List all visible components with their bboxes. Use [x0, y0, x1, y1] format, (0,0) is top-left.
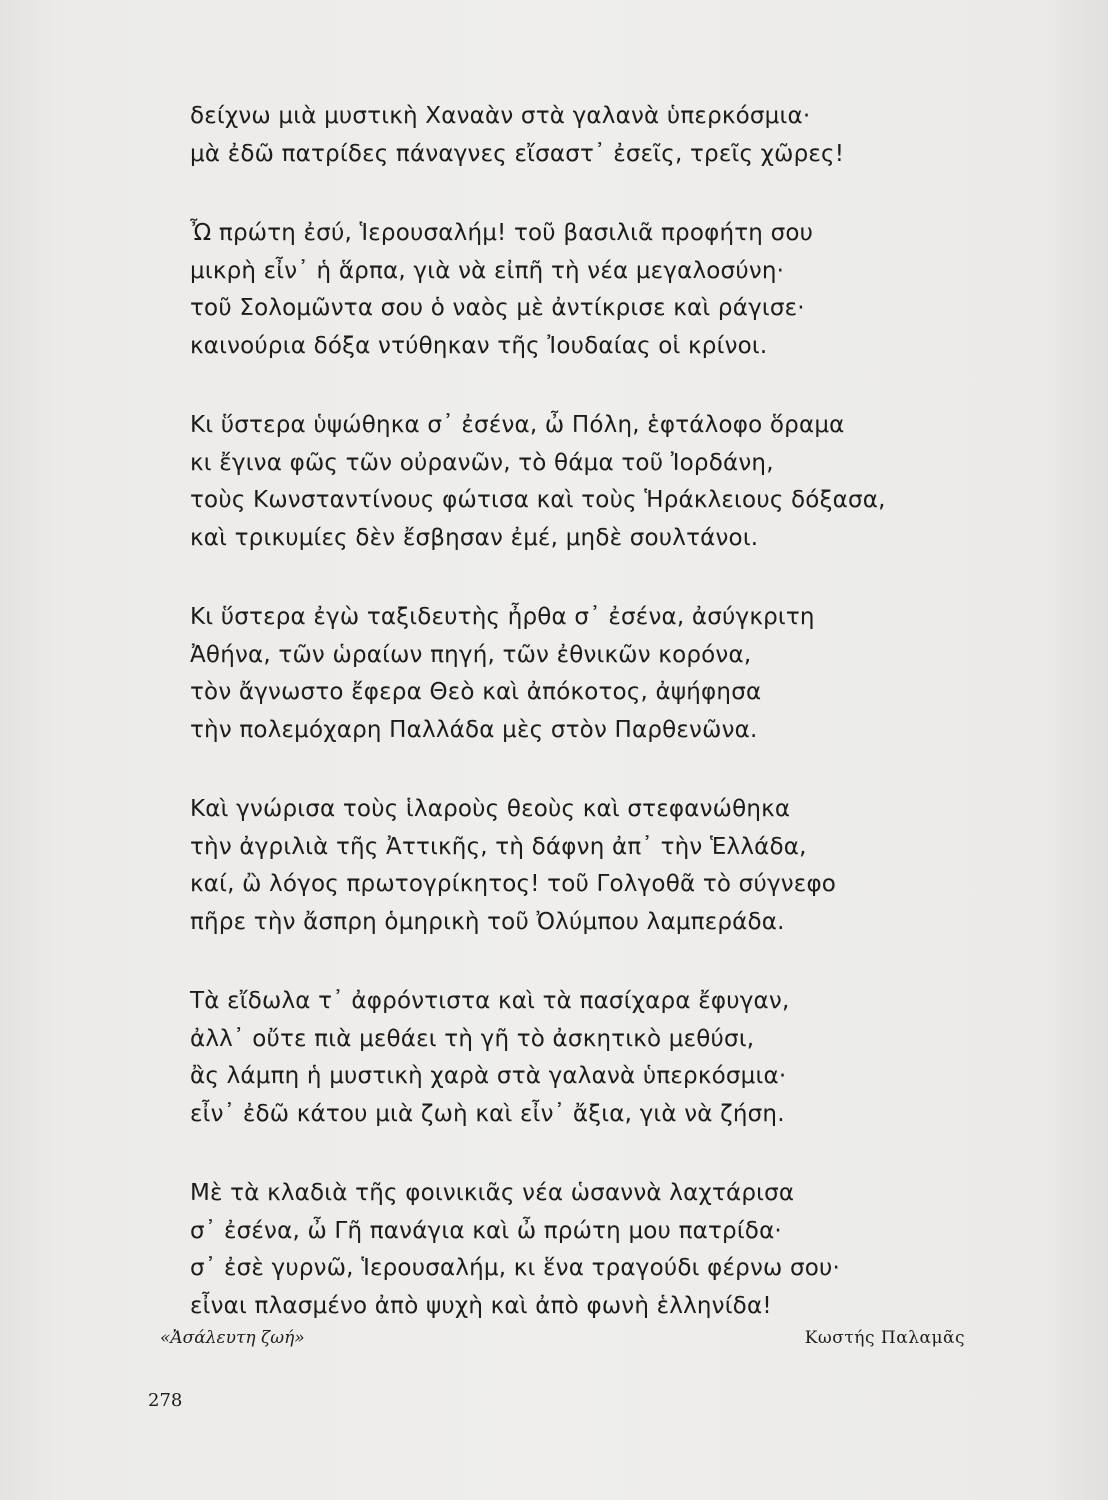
poem-line: τὸν ἄγνωστο ἔφερα Θεὸ καὶ ἀπόκοτος, ἀψήφησα: [190, 679, 762, 705]
poem-line: κι ἔγινα φῶς τῶν οὐρανῶν, τὸ θάμα τοῦ Ἰορδάνη,: [190, 449, 774, 476]
poem-line: σ᾿ ἐσὲ γυρνῶ, Ἱερουσαλήμ, κι ἕνα τραγούδι φέρνω σου·: [190, 1255, 841, 1281]
poem-author: Κωστής Παλαμᾶς: [804, 1328, 965, 1348]
poem-line: καὶ τρικυμίες δὲν ἔσβησαν ἐμέ, μηδὲ σουλτάνοι.: [190, 524, 759, 551]
poem-line: καί, ὢ λόγος πρωτογρίκητος! τοῦ Γολγοθᾶ τὸ σύγνεφο: [190, 871, 837, 897]
poem-line: δείχνω μιὰ μυστικὴ Χαναὰν στὰ γαλανὰ ὑπερκόσμια·: [190, 103, 811, 129]
page-number: 278: [148, 1390, 183, 1411]
poem-line: τὴν ἀγριλιὰ τῆς Ἀττικῆς, τὴ δάφνη ἀπ᾿ τὴν Ἑλλάδα,: [190, 833, 807, 860]
poem-line: τὴν πολεμόχαρη Παλλάδα μὲς στὸν Παρθενῶνα.: [190, 716, 758, 743]
poem-body: [190, 98, 970, 1367]
poem-line: μικρὴ εἶν᾿ ἡ ἅρπα, γιὰ νὰ εἰπῆ τὴ νέα μεγαλοσύνη·: [190, 257, 785, 284]
poem-line: Κι ὕστερα ὑψώθηκα σ᾿ ἐσένα, ὦ Πόλη, ἑφτάλοφο ὅραμα: [190, 412, 845, 438]
poem-line: τοὺς Κωνσταντίνους φώτισα καὶ τοὺς Ἡράκλειους δόξασα,: [190, 487, 886, 513]
poem-footer: [160, 1328, 965, 1368]
poem-line: εἶναι πλασμένο ἀπὸ ψυχὴ καὶ ἀπὸ φωνὴ ἑλληνίδα!: [190, 1292, 772, 1319]
poem-line: Μὲ τὰ κλαδιὰ τῆς φοινικιᾶς νέα ὡσαννὰ λαχτάρισα: [190, 1180, 795, 1206]
poem-source: «Ἀσάλευτη ζωή»: [160, 1328, 305, 1348]
stanza: [190, 983, 970, 1133]
poem-line: Καὶ γνώρισα τοὺς ἱλαροὺς θεοὺς καὶ στεφανώθηκα: [190, 796, 791, 822]
poem-line: καινούρια δόξα ντύθηκαν τῆς Ἰουδαίας οἱ κρίνοι.: [190, 332, 768, 359]
poem-line: Ὦ πρώτη ἐσύ, Ἱερουσαλήμ! τοῦ βασιλιᾶ προφήτη σου: [190, 220, 814, 246]
stanza: [190, 599, 970, 749]
stanza: [190, 98, 970, 173]
stanza: [190, 215, 970, 365]
stanza: [190, 791, 970, 941]
poem-line: σ᾿ ἐσένα, ὦ Γῆ πανάγια καὶ ὦ πρώτη μου πατρίδα·: [190, 1217, 782, 1244]
poem-line: Κι ὕστερα ἐγὼ ταξιδευτὴς ἦρθα σ᾿ ἐσένα, ἀσύγκριτη: [190, 604, 815, 630]
poem-line: ἂς λάμπη ἡ μυστικὴ χαρὰ στὰ γαλανὰ ὑπερκόσμια·: [190, 1063, 787, 1089]
poem-line: τοῦ Σολομῶντα σου ὁ ναὸς μὲ ἀντίκρισε καὶ ράγισε·: [190, 295, 805, 321]
stanza: [190, 407, 970, 557]
poem-line: Τὰ εἴδωλα τ᾿ ἀφρόντιστα καὶ τὰ πασίχαρα ἔφυγαν,: [190, 988, 790, 1014]
stanza: [190, 1175, 970, 1325]
poem-line: μὰ ἐδῶ πατρίδες πάναγνες εἴσαστ᾿ ἐσεῖς, τρεῖς χῶρες!: [190, 140, 845, 167]
poem-line: Ἀθήνα, τῶν ὡραίων πηγή, τῶν ἐθνικῶν κορόνα,: [190, 641, 752, 668]
poem-line: ἀλλ᾿ οὔτε πιὰ μεθάει τὴ γῆ τὸ ἀσκητικὸ μεθύσι,: [190, 1025, 755, 1052]
poem-line: εἶν᾿ ἐδῶ κάτου μιὰ ζωὴ καὶ εἶν᾿ ἄξια, γιὰ νὰ ζήση.: [190, 1100, 785, 1127]
poem-line: πῆρε τὴν ἄσπρη ὁμηρικὴ τοῦ Ὀλύμπου λαμπεράδα.: [190, 908, 785, 935]
